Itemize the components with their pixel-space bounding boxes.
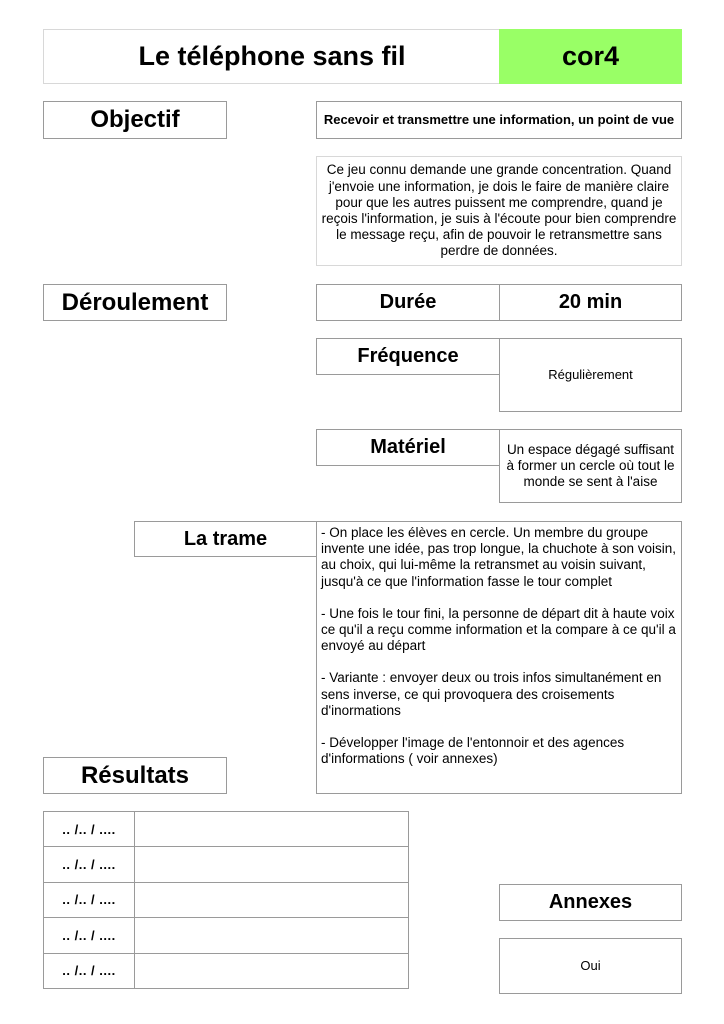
frequence-value [499,338,682,412]
note-cell[interactable] [135,918,409,953]
date-cell[interactable]: .. /.. / .... [44,812,135,847]
table-row [44,918,409,953]
table-row [44,953,409,988]
materiel-label-text: Matériel [370,436,446,458]
date-cell[interactable]: .. /.. / .... [44,847,135,882]
objectif-description [316,156,682,266]
trame-paragraph: - Une fois le tour fini, la personne de départ dit à haute voix ce qu'il a reçu comme information et la compare à ce qu'il a envoyé au départ [321,605,676,654]
resultats-table [43,811,409,989]
resultats-label [43,757,227,794]
annexes-label [499,884,682,921]
trame-paragraph: - Développer l'image de l'entonnoir et des agences d'informations ( voir annexes) [321,735,625,767]
trame-label-text: La trame [183,527,268,550]
table-row [44,812,409,847]
date-cell[interactable]: .. /.. / .... [44,953,135,988]
trame-paragraph: - Variante : envoyer deux ou trois infos simultanément en sens inverse, ce qui provoquera des croisements d'inormations [321,670,662,718]
materiel-label [316,429,500,466]
code-badge [499,29,682,84]
table-row [44,882,409,917]
frequence-value-text: Régulièrement [548,367,633,382]
note-cell[interactable] [135,953,409,988]
objectif-summary-text: Recevoir et transmettre une information, un point de vue [323,112,675,127]
date-cell[interactable]: .. /.. / .... [44,882,135,917]
note-cell[interactable] [135,847,409,882]
note-cell[interactable] [135,882,409,917]
objectif-label [43,101,227,139]
frequence-label [316,338,500,375]
code-text: cor4 [561,41,620,71]
note-cell[interactable] [135,812,409,847]
materiel-value-text: Un espace dégagé suffisant à former un cercle où tout le monde se sent à l'aise [506,441,675,490]
frequence-label-text: Fréquence [357,345,459,367]
objectif-summary [316,101,682,139]
title-text: Le téléphone sans fil [138,41,406,71]
annexes-label-text: Annexes [548,891,633,913]
duree-value-text: 20 min [558,291,623,313]
objectif-label-text: Objectif [90,106,180,133]
table-row [44,847,409,882]
objectif-description-text: Ce jeu connu demande une grande concentration. Quand j'envoie une information, je dois le faire de manière claire pour que les autres puissent me comprendre, quand je reçois l'information, je suis à l'écoute pour bien comprendre le message reçu, afin de pouvoir le retransmettre sans perdre de données. [321,162,677,259]
resultats-label-text: Résultats [80,761,190,789]
materiel-value [499,429,682,503]
annexes-value [499,938,682,994]
trame-paragraph: - On place les élèves en cercle. Un membre du groupe invente une idée, pas trop longue, la chuchote à son voisin, au choix, qui lui-même la retransmet au voisin suivant, jusqu'à ce que l'information fasse le tour complet [321,525,676,589]
duree-label-text: Durée [379,291,437,313]
duree-label [316,284,500,321]
deroulement-label-text: Déroulement [61,288,209,316]
page-title [43,29,500,84]
trame-content [316,521,682,794]
date-cell[interactable]: .. /.. / .... [44,918,135,953]
duree-value [499,284,682,321]
annexes-value-text: Oui [580,958,601,973]
trame-label [134,521,317,557]
deroulement-label [43,284,227,321]
